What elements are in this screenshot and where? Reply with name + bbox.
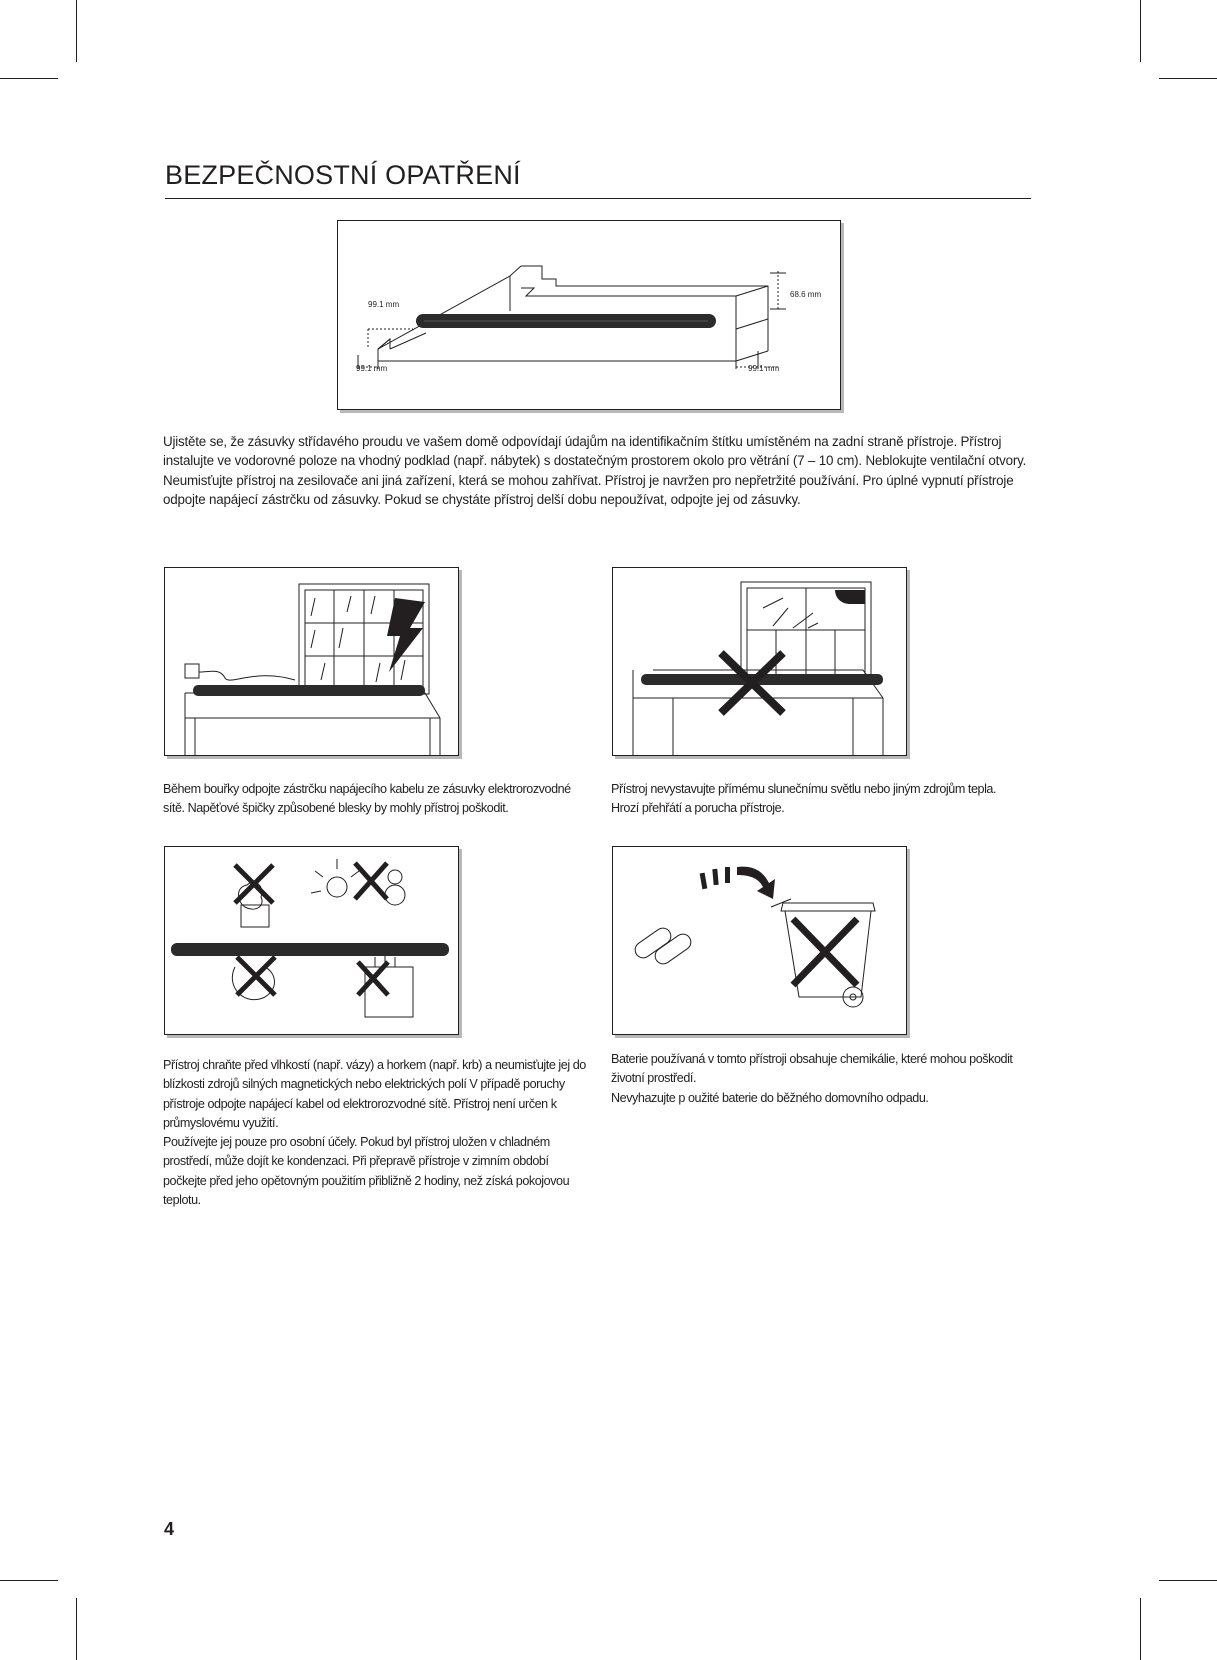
moisture-caption-paragraph: Přístroj chraňte před vlhkostí (např. vázy) a horkem (např. krb) a neumisťujte jej do blízkosti zdrojů silných magnetických nebo elektrických polí V případě poruchy přístroje odpojte napájecí kabel od elektrorozvodné sítě. Přístroj není určen k průmyslovému využití. (163, 1058, 586, 1130)
battery-caption-paragraph: Baterie používaná v tomto přístroji obsahuje chemikálie, které mohou poškodit životní prostředí. (611, 1052, 1013, 1086)
title-rule (165, 198, 1031, 199)
installation-instructions: Ujistěte se, že zásuvky střídavého proudu ve vašem domě odpovídají údajům na identifikačním štítku umístěném na zadní straně přístroje. Přístroj instalujte ve vodorovné poloze na vhodný podklad (např. nábytek) s dostatečným prostorem okolo pro větrání (7 – 10 cm). Neblokujte ventilační otvory. Neumisťujte přístroj na zesilovače ani jiná zařízení, která se mohou zahřívat. Přístroj je navržen pro nepřetržité používání. Pro úplné vypnutí přístroje odpojte napájecí zástrčku od zásuvky. Pokud se chystáte přístroj delší dobu nepoužívat, odpojte jej od zásuvky. (163, 434, 1027, 507)
crop-mark (76, 0, 77, 62)
crop-mark (1159, 78, 1217, 79)
dimension-label: 99.1 mm (356, 364, 388, 373)
crop-mark (1140, 0, 1141, 62)
storm-warning-figure (164, 567, 459, 756)
dimension-label: 99.1 mm (368, 300, 400, 309)
sunlight-caption: Přístroj nevystavujte přímému slunečnímu světlu nebo jiným zdrojům tepla. Hrozí přehřátí a porucha přístroje. (611, 782, 997, 816)
battery-disposal-figure (612, 846, 907, 1035)
installation-clearance-figure (337, 220, 841, 410)
dimension-label: 99.1 mm (748, 364, 780, 373)
battery-caption (611, 1050, 1031, 1108)
crop-mark (1159, 1580, 1217, 1581)
page-title: BEZPEČNOSTNÍ OPATŘENÍ (165, 160, 521, 190)
crop-mark (0, 78, 58, 79)
moisture-caption-paragraph: Používejte jej pouze pro osobní účely. Pokud byl přístroj uložen v chladném prostředí, může dojít ke kondenzaci. Při přepravě přístroje v zimním období počkejte před jeho opětovným použitím přibližně 2 hodiny, než získá pokojovou teplotu. (163, 1135, 570, 1208)
crop-mark (76, 1598, 77, 1660)
sunlight-warning-figure (612, 567, 907, 756)
dimension-label: 68.6 mm (790, 290, 822, 299)
page-number: 4 (164, 1519, 175, 1539)
crop-mark (0, 1580, 58, 1581)
moisture-heat-warning-figure (164, 846, 459, 1035)
battery-caption-paragraph: Nevyhazujte p oužité baterie do běžného domovního odpadu. (611, 1090, 929, 1105)
moisture-caption (163, 1056, 591, 1210)
crop-mark (1140, 1598, 1141, 1660)
storm-caption: Během bouřky odpojte zástrčku napájecího kabelu ze zásuvky elektrorozvodné sítě. Napěťové špičky způsobené blesky by mohly přístroj poškodit. (163, 782, 571, 816)
